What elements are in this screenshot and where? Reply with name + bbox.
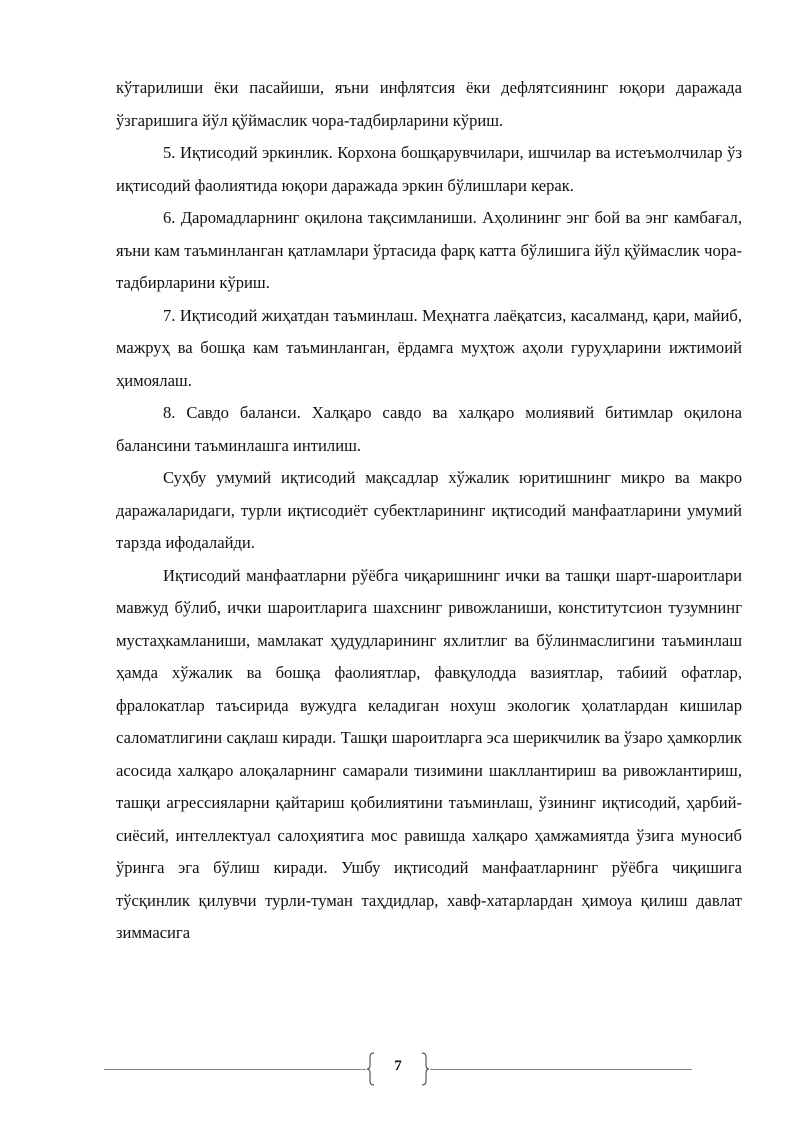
paragraph-general-goals: Суҳбу умумий иқтисодий мақсадлар хўжалик юритишнинг микро ва макро даражаларидаги, турли иқтисодиёт субектларининг иқтисодий манфаатларини умумий тарзда ифодалайди. bbox=[116, 468, 742, 552]
paragraph-continuation: кўтарилиши ёки пасайиши, яъни инфлятсия ёки дефлятсиянинг юқори даражада ўзгаришига йўл қўймаслик чора-тадбирларини кўриш. bbox=[116, 78, 742, 130]
paragraph-trade-balance: 8. Савдо баланси. Халқаро савдо ва халқаро молиявий битимлар оқилона балансини таъминлашга интилиш. bbox=[116, 403, 742, 455]
footer-rule-right bbox=[430, 1069, 692, 1070]
paragraph-economic-freedom: 5. Иқтисодий эркинлик. Корхона бошқарувчилари, ишчилар ва истеъмолчилар ўз иқтисодий фаолиятида юқори даражада эркин бўлишлари керак. bbox=[116, 143, 742, 195]
paragraph-economic-interests: Иқтисодий манфаатларни рўёбга чиқаришнинг ички ва ташқи шарт-шароитлари мавжуд бўлиб, ички шароитларига шахснинг ривожланиши, конститутсион тузумнинг мустаҳкамланиши, мамлакат ҳудудларининг яхлитлиг ва бўлинмаслигини таъминлаш ҳамда хўжалик ва бошқа фаолиятлар, фавқулодда вазиятлар, табиий офатлар, фралокатлар таъсирида вужудга келадиган нохуш экологик ҳолатлардан кишилар саломатлигини сақлаш киради. Ташқи шароитларга эса шерикчилик ва ўзаро ҳамкорлик асосида халқаро алоқаларнинг самарали тизимини шакллантириш ва ривожлантириш, ташқи агрессияларни қайтариш қобилиятини таъминлаш, ўзининг иқтисодий, ҳарбий-сиёсий, интеллектуал салоҳиятига мос равишда халқаро ҳамжамиятда ўзига муносиб ўринга эга бўлиш киради. Ушбу иқтисодий манфаатларнинг рўёбга чиқишига тўсқинлик қилувчи турли-туман таҳдидлар, хавф-хатарлардан ҳимоуа қилиш давлат зиммасига bbox=[116, 565, 742, 942]
footer-rule-left bbox=[104, 1069, 366, 1070]
paragraph-economic-provision: 7. Иқтисодий жиҳатдан таъминлаш. Меҳнатга лаёқатсиз, касалманд, қари, майиб, мажруҳ ва бошқа кам таъминланган, ёрдамга муҳтож аҳоли гуруҳларини ижтимоий ҳимоялаш. bbox=[116, 305, 742, 390]
body-text bbox=[116, 72, 742, 950]
page-number: 7 bbox=[394, 1058, 402, 1074]
page-footer bbox=[104, 1052, 692, 1088]
right-brace-icon bbox=[420, 1052, 430, 1086]
left-brace-icon bbox=[366, 1052, 376, 1086]
paragraph-income-distribution: 6. Даромадларнинг оқилона тақсимланиши. Аҳолининг энг бой ва энг камбағал, яъни кам таъминланган қатламлари ўртасида фарқ катта бўлишига йўл қўймаслик чора-тадбирларини кўриш. bbox=[116, 208, 742, 292]
